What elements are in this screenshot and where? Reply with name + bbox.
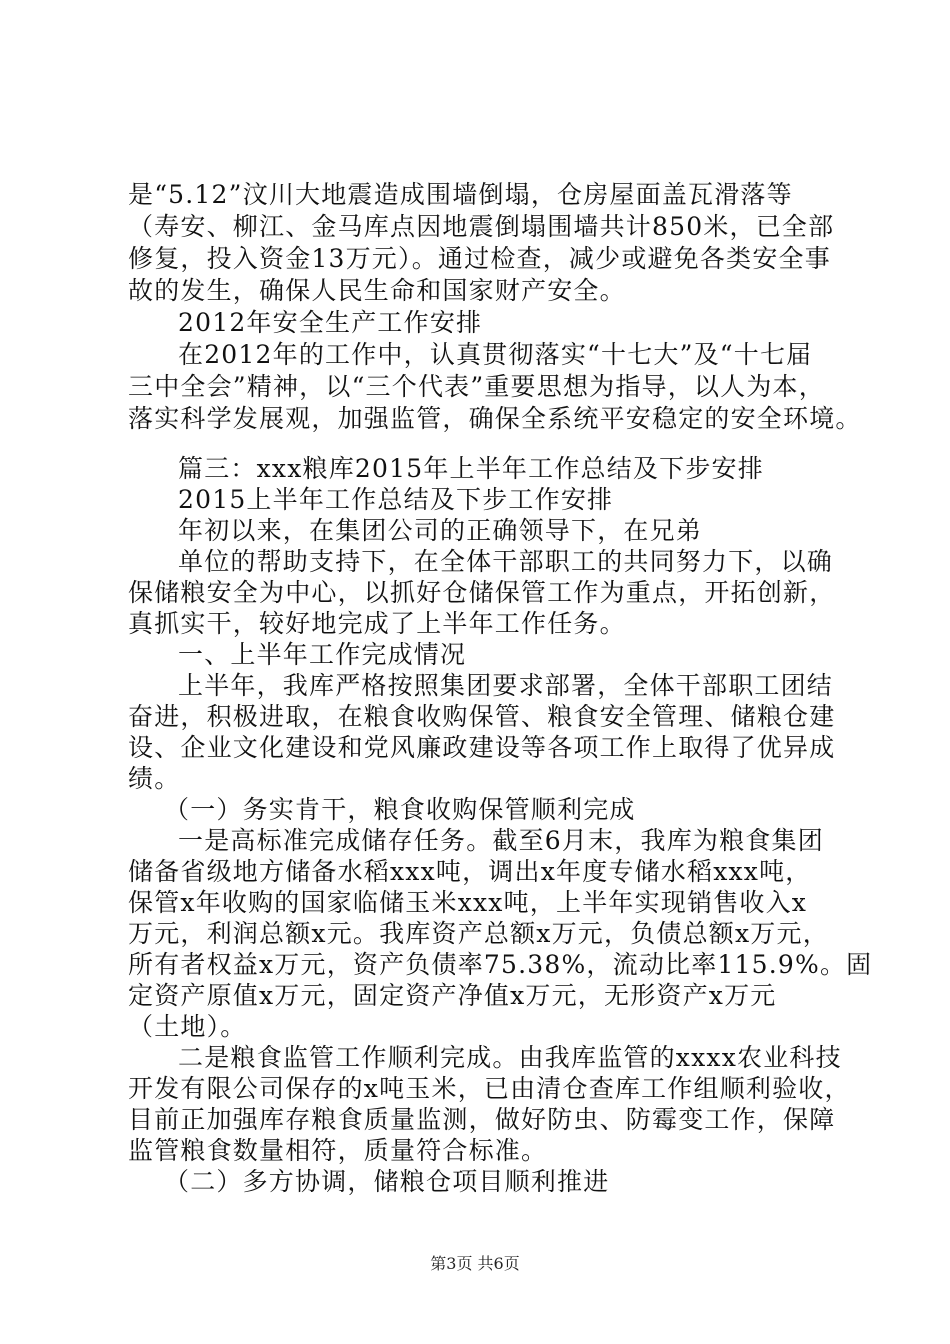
text-line: 二是粮食监管工作顺利完成。由我库监管的xxxx农业科技: [178, 1043, 842, 1072]
text-line: 奋进，积极进取，在粮食收购保管、粮食安全管理、储粮仓建: [128, 702, 836, 731]
text-line: 修复，投入资金13万元）。通过检查，减少或避免各类安全事: [128, 244, 831, 273]
text-line: 保管x年收购的国家临储玉米xxx吨，上半年实现销售收入x: [128, 888, 808, 917]
text-line: （寿安、柳江、金马库点因地震倒塌围墙共计850米，已全部: [128, 212, 835, 241]
section-heading: 2012年安全生产工作安排: [178, 308, 483, 337]
text-line: 真抓实干，较好地完成了上半年工作任务。: [128, 609, 626, 638]
article-title: 篇三：xxx粮库2015年上半年工作总结及下步安排: [178, 454, 764, 483]
text-line: 年初以来，在集团公司的正确领导下，在兄弟: [178, 516, 703, 545]
text-line: 单位的帮助支持下，在全体干部职工的共同努力下，以确: [178, 547, 834, 576]
text-line: 保储粮安全为中心，以抓好仓储保管工作为重点，开拓创新，: [128, 578, 836, 607]
text-line: 监管粮食数量相符，质量符合标准。: [128, 1136, 548, 1165]
text-line: 落实科学发展观，加强监管，确保全系统平安稳定的安全环境。: [128, 404, 862, 433]
article-subtitle: 2015上半年工作总结及下步工作安排: [178, 485, 614, 514]
text-line: 在2012年的工作中，认真贯彻落实“十七大”及“十七届: [178, 340, 813, 369]
text-line: 是“5.12”汶川大地震造成围墙倒塌，仓房屋面盖瓦滑落等: [128, 180, 793, 209]
section-heading: 一、上半年工作完成情况: [178, 640, 467, 669]
page-number-footer: 第3页 共6页: [430, 1254, 520, 1273]
text-line: 定资产原值x万元，固定资产净值x万元，无形资产x万元: [128, 981, 777, 1010]
text-line: 所有者权益x万元，资产负债率75.38%，流动比率115.9%。固: [128, 950, 873, 979]
text-line: 故的发生，确保人民生命和国家财产安全。: [128, 276, 626, 305]
text-line: 万元，利润总额x元。我库资产总额x万元，负债总额x万元，: [128, 919, 829, 948]
text-line: 设、企业文化建设和党风廉政建设等各项工作上取得了优异成: [128, 733, 836, 762]
subsection-heading: （一）务实肯干，粮食收购保管顺利完成: [164, 795, 636, 824]
text-line: 一是高标准完成储存任务。截至6月末，我库为粮食集团: [178, 826, 824, 855]
text-line: 储备省级地方储备水稻xxx吨，调出x年度专储水稻xxx吨，: [128, 857, 812, 886]
text-line: 三中全会”精神，以“三个代表”重要思想为指导，以人为本，: [128, 372, 825, 401]
text-line: 开发有限公司保存的x吨玉米，已由清仓查库工作组顺利验收，: [128, 1074, 851, 1103]
subsection-heading: （二）多方协调，储粮仓项目顺利推进: [164, 1167, 610, 1196]
text-line: 上半年，我库严格按照集团要求部署，全体干部职工团结: [178, 671, 834, 700]
text-line: 目前正加强库存粮食质量监测，做好防虫、防霉变工作，保障: [128, 1105, 836, 1134]
text-line: 绩。: [128, 764, 181, 793]
text-line: （土地）。: [128, 1012, 247, 1041]
